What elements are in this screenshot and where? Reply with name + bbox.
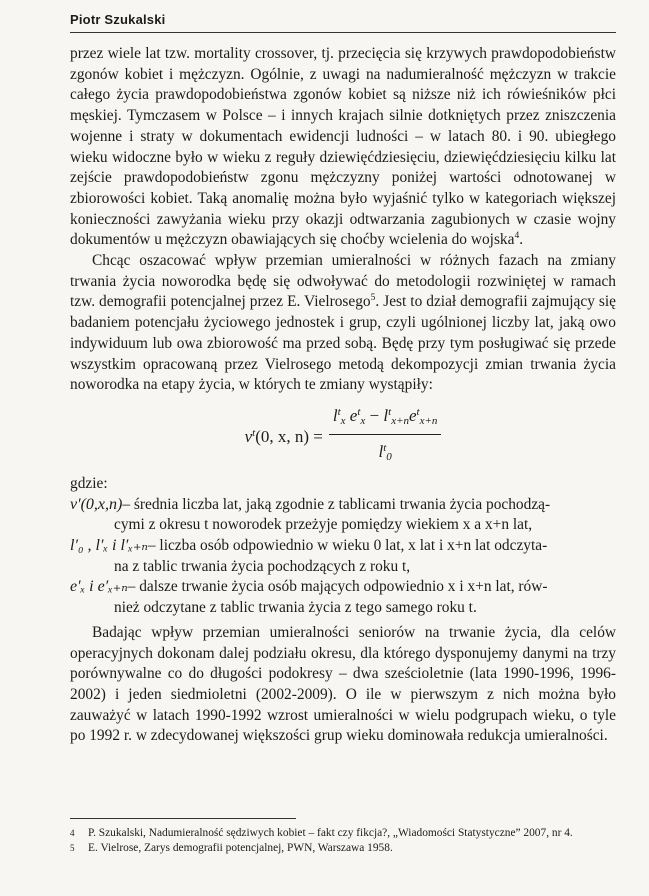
definition-1: [70, 495, 616, 536]
definition-2-continuation: na z tablic trwania życia pochodzących z roku t,: [114, 557, 411, 575]
paragraph-2: [70, 251, 616, 396]
footnote-divider: [70, 818, 296, 819]
footnotes: [70, 818, 616, 856]
footnote-4-number: 4: [70, 828, 75, 838]
formula-numerator: $l^t_x$ $e^t_x - l^t_{x+n}e^t_{x+n}$: [329, 402, 442, 436]
definition-3-continuation: nież odczytane z tablic trwania życia z tego samego roku t.: [114, 599, 477, 617]
running-header: [70, 8, 616, 33]
formula-lhs: $v^t(0$, x, n) =: [244, 426, 323, 446]
definition-2: [70, 536, 616, 577]
definition-2-symbol: l′₀ , l′ₓ i l′ₓ₊ₙ: [70, 537, 148, 555]
formula-denominator: $l^t_0$: [378, 442, 392, 464]
definition-1-continuation: cymi z okresu t noworodek przeżyje pomiędzy wiekiem x a x+n lat,: [114, 516, 533, 534]
formula-fraction: [329, 402, 442, 468]
paragraph-2-text: Chcąc oszacować wpływ przemian umieralności w różnych fazach na zmiany trwania życia noworodka będę się odwoływać do metodologii rozwiniętej w ramach tzw. demografii potencjalnej przez E. Vielrosego: [70, 252, 616, 311]
where-label: gdzie:: [70, 474, 108, 492]
definition-2-text: – liczba osób odpowiednio w wieku 0 lat, x lat i x+n lat odczyta-: [147, 537, 548, 555]
footnote-5: [70, 841, 616, 856]
definition-3: [70, 577, 616, 618]
paragraph-2-end: . Jest to dział demografii zajmujący się badaniem potencjału życiowego jednostek i grup, czyli ugólnionej liczby lat, jaką owo indywiduum lub owa zbiorowość ma przed sobą. Będę przy tym posługiwać się przede wszystkim opracowaną przez Vielrosego metodą dekompozycji zmian trwania życia noworodka na etapy życia, w których te zmiany wystąpiły:: [70, 293, 616, 394]
definition-3-symbol: e′ₓ i e′ₓ₊ₙ: [70, 578, 128, 596]
footnote-5-text: E. Vielrose, Zarys demografii potencjalnej, PWN, Warszawa 1958.: [88, 842, 393, 854]
definition-1-text: – średnia liczba lat, jaką zgodnie z tablicami trwania życia pochodzą-: [122, 495, 551, 513]
footnote-4: [70, 826, 616, 841]
header-author: Piotr Szukalski: [70, 12, 166, 27]
paragraph-1: [70, 44, 616, 251]
footnote-ref-5[interactable]: 5: [370, 293, 376, 304]
footnote-ref-4[interactable]: 4: [514, 231, 520, 242]
definition-3-text: – dalsze trwanie życia osób mających odpowiednio x i x+n lat, rów-: [127, 578, 548, 596]
decomposition-formula: [70, 396, 616, 474]
paragraph-1-end: .: [519, 231, 524, 249]
definition-1-symbol: v′(0,x,n): [70, 495, 123, 513]
paragraph-3: Badając wpływ przemian umieralności seniorów na trwanie życia, dla celów operacyjnych dokonam dalej podziału okresu, dla którego dysponujemy danymi na trzy porównywalne co do długości podokresy – dwa sześcioletnie (lata 1990-1996, 1996-2002) i jeden siedmioletni (2002-2009). O ile w pierwszym z nich można było zauważyć w latach 1990-1992 wzrost umieralności w wielu podgrupach wieku, o tyle po 1992 r. w zdecydowanej większości grup wieku dominowała redukcja umieralności.: [70, 623, 616, 745]
footnote-5-number: 5: [70, 843, 75, 853]
page-body: [70, 44, 616, 747]
paragraph-1-text: przez wiele lat tzw. mortality crossover, tj. przecięcia się krzywych prawdopodobieństw zgonów kobiet i mężczyzn. Ogólnie, z uwagi na nadumieralność mężczyzn w trakcie całego życia prawdopodobieństwa zgonów kobiet są niższe niż ich rówieśników płci męskiej. Tymczasem w Polsce – i innych krajach silnie dotkniętych przez zniszczenia wojenne i straty w dokumentach ewidencji ludności – w latach 80. i 90. ubiegłego wieku widoczne było w wieku z reguły dziewięćdziesięciu, dziewięćdziesięciu kilku lat zejście prawdopodobieństw zgonu mężczyzny poniżej wartości odnotowanej w zbiorowości kobiet. Taką anomalię można było wyjaśnić tylko w kategoriach większej konieczności zawyżania wieku przy okazji odtwarzania zagubionych w czasie wojny dokumentów u mężczyzn obawiających się choćby wcielenia do wojska: [70, 45, 616, 249]
footnote-4-text: P. Szukalski, Nadumieralność sędziwych kobiet – fakt czy fikcja?, „Wiadomości Statystyczne” 2007, nr 4.: [88, 827, 573, 839]
